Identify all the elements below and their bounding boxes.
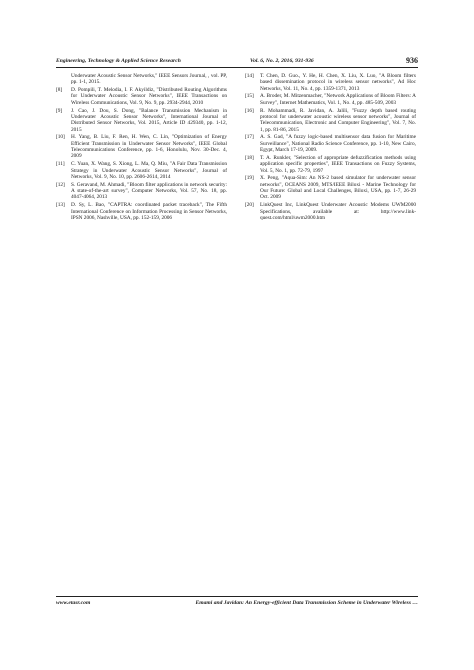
reference-text: R. Mohammadi, R. Javidan, A. Jalili, "Fuzzy depth based routing protocol for underwater acoustic wireless sensor networks", Journal of Telecommunication, Electronic and Computer Engineering", Vol. 7, No. 1, pp. 81-86, 2015 <box>260 107 416 133</box>
footer-rule <box>56 596 418 597</box>
reference-11 <box>56 161 227 180</box>
reference-text: D. Pompili, T. Melodia, I. F. Akyildiz, "Distributed Routing Algorithms for Underwater Acoustic Sensor Networks", IEEE Transactions on Wireless Communications, Vol. 9, No. 9, pp. 2934-2944, 2010 <box>71 87 227 106</box>
journal-website: www.etasr.com <box>56 600 91 606</box>
reference-10 <box>56 134 227 159</box>
reference-continuation: Underwater Acoustic Sensor Networks," IEEE Sensors Journal, , vol. PP, pp. 1-1, 2015. <box>71 73 227 86</box>
reference-number: [14] <box>245 73 254 79</box>
running-header <box>56 57 418 67</box>
reference-number: [18] <box>245 154 254 161</box>
reference-16 <box>245 108 416 133</box>
reference-text: T. Chen, D. Guo., Y. He, H. Chen, X. Liu, X. Luo, "A Bloom filters based dissemination protocol in wireless sensor networks", Ad Hoc Networks, Vol. 11, No. 4, pp. 1359-1371, 2013 <box>260 73 416 92</box>
reference-number: [19] <box>245 175 254 182</box>
reference-number: [10] <box>56 134 65 141</box>
right-reference-column <box>245 73 416 223</box>
reference-number: [8] <box>56 87 63 94</box>
reference-20 <box>245 202 416 221</box>
reference-number: [9] <box>56 107 63 114</box>
reference-number: [12] <box>56 181 65 188</box>
running-footer <box>56 600 418 610</box>
reference-9 <box>56 108 227 133</box>
reference-18 <box>245 155 416 174</box>
reference-15 <box>245 93 416 106</box>
reference-text: X. Peng, "Aqua-Sim: An NS-2 based simulator for underwater sensor networks", OCEANS 2009, MTS/IEEE Biloxi - Marine Technology for Our Future: Global and Local Challenges, Biloxi, USA, pp. 1-7, 26-29 Oct. 2009 <box>260 175 416 201</box>
reference-text: LinkQuest Inc, LinkQuest Underwater Acoustic Modems UWM2000 Specifications, available at: http://www.link-quest.com/html/uwm2000.htm <box>260 202 416 221</box>
reference-text: D. Sy, L. Bao, "CAPTRA: coordinated packet traceback", The Fifth International Conference on Information Processing in Sensor Networks, IPSN 2006, Nashville, USA, pp. 152-159, 2006 <box>71 202 227 221</box>
reference-text: A. S. Gad, "A fuzzy logic-based multisensor data fusion for Maritime Surveillance", National Radio Science Conference, pp. 1-10, New Cairo, Egypt, March 17-19, 2009. <box>260 134 416 154</box>
reference-12 <box>56 182 227 201</box>
reference-13 <box>56 202 227 221</box>
reference-number: [17] <box>245 134 254 141</box>
reference-17 <box>245 134 416 153</box>
reference-8 <box>56 87 227 106</box>
left-reference-column <box>56 73 227 223</box>
reference-number: [15] <box>245 93 254 100</box>
article-citation: Emami and Javidan: An Energy-efficient Data Transmission Scheme in Underwater Wireless … <box>195 600 418 606</box>
volume-info: Vol. 6, No. 2, 2016, 931-936 <box>250 58 314 64</box>
reference-number: [13] <box>56 202 65 209</box>
reference-text: H. Yang, B. Liu, F. Ren, H. Wen, C. Lin, "Optimization of Energy Efficient Transmission in Underwater Sensor Networks", IEEE Global Telecommunications Conference, pp. 1-6, Honolulu, Nov. 30-Dec. 4, 2009 <box>71 134 227 160</box>
reference-text: J. Cao, J. Dou, S. Dong, "Balance Transmission Mechanism in Underwater Acoustic Sensor Networks", International Journal of Distributed Sensor Networks, Vol. 2015, Article ID 429340, pp. 1-12, 2015 <box>71 107 227 133</box>
reference-number: [16] <box>245 107 254 114</box>
reference-text: A. Broder, M. Mitzenmacher, "Network Applications of Bloom Filters: A Survey", Internet Mathematics, Vol. 1, No. 4, pp. 485-509, 2003 <box>260 93 416 106</box>
reference-text: T. A. Runkler, "Selection of appropriate defuzzification methods using application specific properties", IEEE Transactions on Fuzzy Systems, Vol. 5, No. 1, pp. 72-79, 1997 <box>260 154 416 174</box>
reference-number: [11] <box>56 161 65 168</box>
page-number: 936 <box>406 56 418 65</box>
reference-19 <box>245 175 416 200</box>
reference-text: S. Geravand, M. Ahmadi, "Bloom filter applications in network security: A state-of-the-art survey", Computer Networks, Vol. 57, No. 18, pp. 4047-4064, 2013 <box>71 181 227 201</box>
reference-text: C. Yuan, X. Wang, S. Xiong, L. Ma, Q. Miu, "A Fair Data Transmission Strategy in Underwater Acoustic Sensor Networks", Journal of Networks, Vol. 9, No. 10, pp. 2606-2614, 2014 <box>71 161 227 180</box>
reference-14 <box>245 73 416 92</box>
journal-name: Engineering, Technology & Applied Science Research <box>56 58 181 64</box>
header-rule <box>56 67 418 68</box>
reference-number: [20] <box>245 202 254 209</box>
